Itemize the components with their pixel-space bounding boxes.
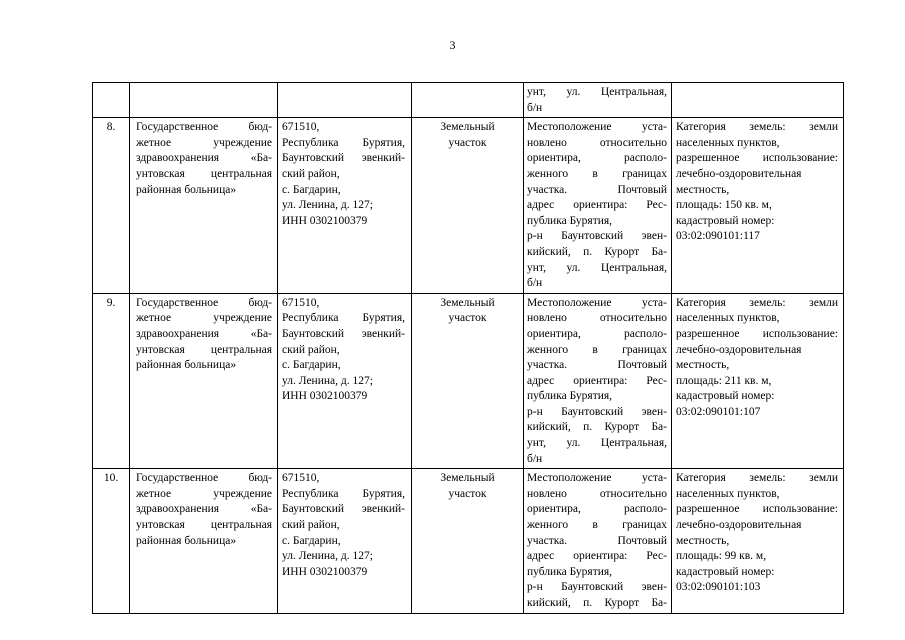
- cell-text-line: Земельный: [440, 121, 495, 134]
- cell-type: [412, 293, 524, 469]
- cell-text-line: кадастровый номер:: [676, 214, 775, 227]
- cell-text-line: унтовская центральная: [136, 519, 272, 532]
- cell-text-line: ИНН 0302100379: [282, 214, 368, 227]
- cell-text-line: р-н Баунтовский эвен-: [527, 405, 667, 418]
- cell-land-info: [672, 293, 844, 469]
- cell-text-line: населенных пунктов,: [676, 136, 780, 149]
- cell-text-line: ориентира, располо-: [527, 152, 667, 165]
- table-row-continuation: [93, 83, 844, 118]
- cell-text-line: Категория земель: земли: [676, 472, 838, 485]
- cell-text-line: новлено относительно: [527, 136, 667, 149]
- cell-text-line: ИНН 0302100379: [282, 390, 368, 403]
- cell-text-line: площадь: 150 кв. м,: [676, 199, 772, 212]
- cell-text-line: ул. Ленина, д. 127;: [282, 199, 373, 212]
- cell-text-line: населенных пунктов,: [676, 312, 780, 325]
- cell-text-line: унтовская центральная: [136, 167, 272, 180]
- cell-address: [278, 83, 412, 118]
- cell-location: [524, 118, 672, 294]
- cell-text-line: адрес ориентира: Рес-: [527, 550, 667, 563]
- cell-text-line: Категория земель: земли: [676, 296, 838, 309]
- cell-number: [93, 293, 130, 469]
- cell-text-line: публика Бурятия,: [527, 390, 613, 403]
- cell-text-line: б/н: [527, 101, 543, 114]
- cell-text-line: районная больница»: [136, 183, 237, 196]
- cell-text-line: 671510,: [282, 472, 320, 485]
- row-number: 8.: [106, 121, 116, 134]
- cell-text-line: ул. Ленина, д. 127;: [282, 374, 373, 387]
- cell-text-line: здравоохранения «Ба-: [136, 503, 272, 516]
- cell-text-line: ский район,: [282, 519, 340, 532]
- cell-number: [93, 469, 130, 613]
- cell-text-line: участок: [448, 136, 487, 149]
- row-number: 10.: [103, 472, 119, 485]
- cell-text-line: б/н: [527, 452, 543, 465]
- cell-land-info: [672, 469, 844, 613]
- cell-text-line: жетное учреждение: [136, 312, 272, 325]
- cell-text-line: площадь: 211 кв. м,: [676, 374, 772, 387]
- cell-type: [412, 469, 524, 613]
- cell-text-line: публика Бурятия,: [527, 565, 613, 578]
- cell-text-line: с. Багдарин,: [282, 534, 341, 547]
- cell-text-line: 03:02:090101:107: [676, 405, 761, 418]
- cell-text-line: б/н: [527, 277, 543, 290]
- cell-text-line: Местоположение уста-: [527, 121, 667, 134]
- cell-text-line: здравоохранения «Ба-: [136, 327, 272, 340]
- cell-text-line: участка. Почтовый: [527, 534, 667, 547]
- row-number: 9.: [106, 296, 116, 309]
- cell-text-line: ориентира, располо-: [527, 503, 667, 516]
- table-row: [93, 293, 844, 469]
- cell-text-line: площадь: 99 кв. м,: [676, 550, 767, 563]
- cell-text-line: участка. Почтовый: [527, 359, 667, 372]
- cell-text-line: публика Бурятия,: [527, 214, 613, 227]
- cell-text-line: местность,: [676, 183, 730, 196]
- cell-text-line: участок: [448, 487, 487, 500]
- cell-text-line: кадастровый номер:: [676, 390, 775, 403]
- cell-text-line: новлено относительно: [527, 312, 667, 325]
- cell-text-line: здравоохранения «Ба-: [136, 152, 272, 165]
- cell-text-line: кийский, п. Курорт Ба-: [527, 421, 667, 434]
- property-table: [92, 82, 844, 614]
- cell-text-line: р-н Баунтовский эвен-: [527, 230, 667, 243]
- cell-text-line: 03:02:090101:103: [676, 581, 761, 594]
- cell-text-line: 671510,: [282, 296, 320, 309]
- cell-text-line: разрешенное использование:: [676, 327, 838, 340]
- cell-text-line: лечебно-оздоровительная: [676, 519, 802, 532]
- cell-text-line: лечебно-оздоровительная: [676, 343, 802, 356]
- cell-text-line: Земельный: [440, 472, 495, 485]
- cell-address: [278, 469, 412, 613]
- cell-text-line: унт, ул. Центральная,: [527, 86, 667, 98]
- cell-text-line: Местоположение уста-: [527, 296, 667, 309]
- cell-text-line: унт, ул. Центральная,: [527, 437, 667, 450]
- cell-location: [524, 469, 672, 613]
- cell-text-line: Республика Бурятия,: [282, 487, 405, 500]
- cell-location: [524, 293, 672, 469]
- cell-organization: [130, 469, 278, 613]
- cell-text-line: женного в границах: [527, 519, 667, 532]
- cell-text-line: Государственное бюд-: [136, 121, 272, 134]
- cell-text-line: унт, ул. Центральная,: [527, 261, 667, 274]
- table-row: [93, 469, 844, 613]
- cell-text-line: районная больница»: [136, 534, 237, 547]
- cell-text-line: Категория земель: земли: [676, 121, 838, 134]
- cell-text-line: ИНН 0302100379: [282, 565, 368, 578]
- cell-text-line: 03:02:090101:117: [676, 230, 760, 243]
- cell-text-line: Баунтовский эвенкий-: [282, 327, 405, 340]
- cell-text-line: местность,: [676, 534, 730, 547]
- cell-text-line: кадастровый номер:: [676, 565, 775, 578]
- cell-text-line: Земельный: [440, 296, 495, 309]
- cell-organization: [130, 118, 278, 294]
- cell-text-line: с. Багдарин,: [282, 183, 341, 196]
- cell-text-line: с. Багдарин,: [282, 359, 341, 372]
- cell-text-line: Государственное бюд-: [136, 296, 272, 309]
- cell-organization: [130, 83, 278, 118]
- cell-text-line: р-н Баунтовский эвен-: [527, 581, 667, 594]
- cell-text-line: лечебно-оздоровительная: [676, 167, 802, 180]
- cell-text-line: участок: [448, 312, 487, 325]
- cell-text-line: Баунтовский эвенкий-: [282, 503, 405, 516]
- cell-location: [524, 83, 672, 118]
- cell-text-line: Республика Бурятия,: [282, 136, 405, 149]
- cell-text-line: Государственное бюд-: [136, 472, 272, 485]
- cell-text-line: адрес ориентира: Рес-: [527, 199, 667, 212]
- cell-land-info: [672, 83, 844, 118]
- cell-land-info: [672, 118, 844, 294]
- cell-number: [93, 118, 130, 294]
- cell-text-line: Баунтовский эвенкий-: [282, 152, 405, 165]
- cell-text-line: разрешенное использование:: [676, 503, 838, 516]
- cell-text-line: участка. Почтовый: [527, 183, 667, 196]
- cell-text-line: женного в границах: [527, 167, 667, 180]
- cell-text-line: Республика Бурятия,: [282, 312, 405, 325]
- cell-text-line: жетное учреждение: [136, 136, 272, 149]
- cell-text-line: адрес ориентира: Рес-: [527, 374, 667, 387]
- cell-text-line: Местоположение уста-: [527, 472, 667, 485]
- cell-type: [412, 118, 524, 294]
- cell-text-line: унтовская центральная: [136, 343, 272, 356]
- cell-text-line: женного в границах: [527, 343, 667, 356]
- cell-text-line: районная больница»: [136, 359, 237, 372]
- cell-text-line: кийский, п. Курорт Ба-: [527, 245, 667, 258]
- cell-type: [412, 83, 524, 118]
- cell-text-line: 671510,: [282, 121, 320, 134]
- cell-text-line: ский район,: [282, 343, 340, 356]
- cell-text-line: новлено относительно: [527, 487, 667, 500]
- cell-text-line: кийский, п. Курорт Ба-: [527, 597, 667, 609]
- cell-text-line: разрешенное использование:: [676, 152, 838, 165]
- cell-text-line: населенных пунктов,: [676, 487, 780, 500]
- cell-text-line: местность,: [676, 359, 730, 372]
- cell-address: [278, 118, 412, 294]
- page-number: 3: [449, 38, 456, 52]
- cell-number: [93, 83, 130, 118]
- cell-text-line: ул. Ленина, д. 127;: [282, 550, 373, 563]
- cell-organization: [130, 293, 278, 469]
- cell-text-line: ский район,: [282, 167, 340, 180]
- cell-text-line: ориентира, располо-: [527, 327, 667, 340]
- cell-text-line: жетное учреждение: [136, 487, 272, 500]
- table-row: [93, 118, 844, 294]
- cell-address: [278, 293, 412, 469]
